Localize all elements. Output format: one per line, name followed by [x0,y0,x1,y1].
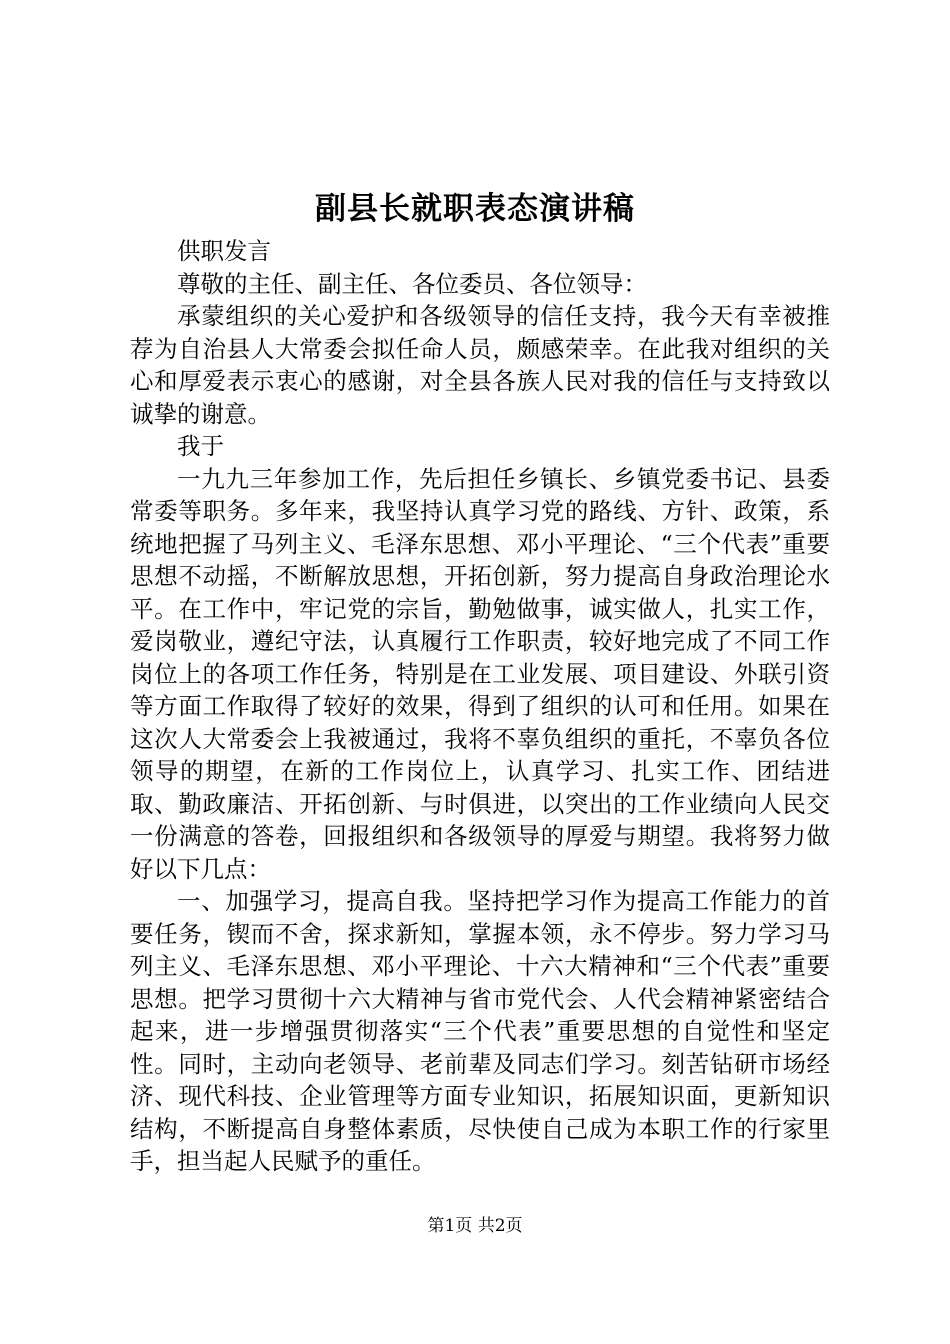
document-title: 副县长就职表态演讲稿 [315,191,635,227]
paragraph-intro: 我于 [177,432,224,460]
paragraph-career: 一九九三年参加工作，先后担任乡镇长、乡镇党委书记、县委常委等职务。多年来，我坚持认真学习党的路线、方针、政策，系统地把握了马列主义、毛泽东思想、邓小平理论、“三个代表”重要思想不动摇，不断解放思想，开拓创新，努力提高自身政治理论水平。在工作中，牢记党的宗旨，勤勉做事，诚实做人，扎实工作，爱岗敬业，遵纪守法，认真履行工作职责，较好地完成了不同工作岗位上的各项工作任务，特别是在工业发展、项目建设、外联引资等方面工作取得了较好的效果，得到了组织的认可和任用。如果在这次人大常委会上我被通过，我将不辜负组织的重托，不辜负各位领导的期望，在新的工作岗位上，认真学习、扎实工作、团结进取、勤政廉洁、开拓创新、与时俱进，以突出的工作业绩向人民交一份满意的答卷，回报组织和各级领导的厚爱与期望。我将努力做好以下几点： [130,464,830,883]
paragraph-salutation: 尊敬的主任、副主任、各位委员、各位领导： [177,269,647,298]
paragraph-heading: 供职发言 [177,237,271,265]
paragraph-point-one: 一、加强学习，提高自我。坚持把学习作为提高工作能力的首要任务，锲而不舍，探求新知，掌握本领，永不停步。努力学习马列主义、毛泽东思想、邓小平理论、十六大精神和“三个代表”重要思想。把学习贯彻十六大精神与省市党代会、人代会精神紧密结合起来，进一步增强贯彻落实“三个代表”重要思想的自觉性和坚定性。同时，主动向老领导、老前辈及同志们学习。刻苦钻研市场经济、现代科技、企业管理等方面专业知识，拓展知识面，更新知识结构，不断提高自身整体素质，尽快使自己成为本职工作的行家里手，担当起人民赋予的重任。 [130,887,830,1175]
paragraph-thanks: 承蒙组织的关心爱护和各级领导的信任支持，我今天有幸被推荐为自治县人大常委会拟任命人员，颇感荣幸。在此我对组织的关心和厚爱表示衷心的感谢，对全县各族人民对我的信任与支持致以诚挚的谢意。 [130,302,830,428]
document-body [130,235,830,1178]
page-footer: 第1页 共2页 [427,1216,523,1236]
